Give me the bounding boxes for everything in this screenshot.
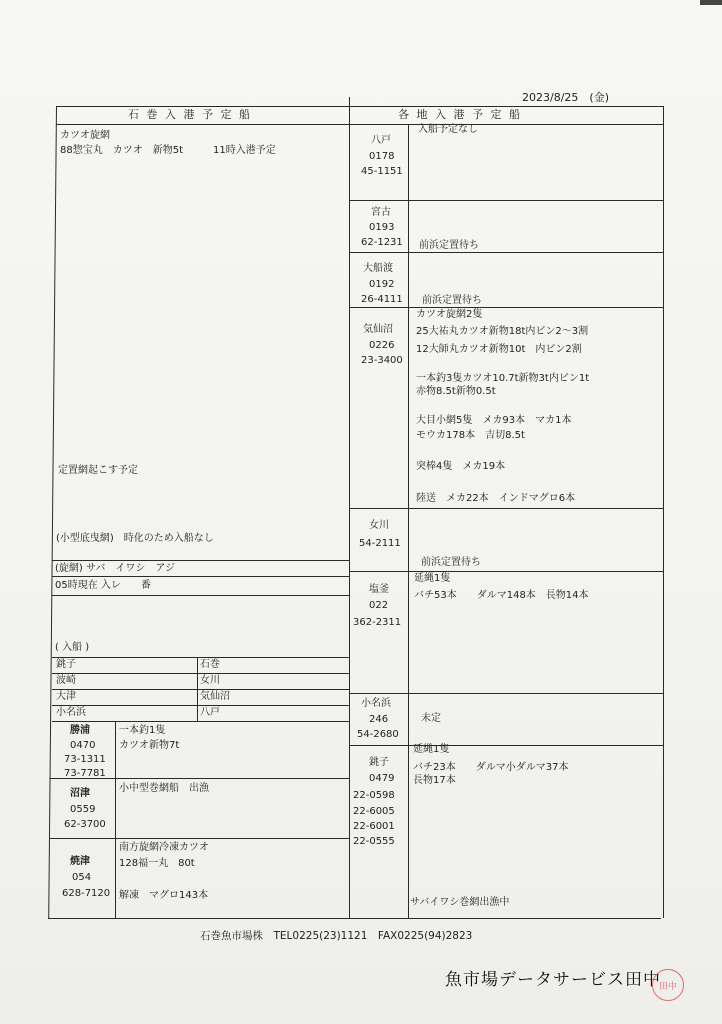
port-choshi-note-1: バチ23本 ダルマ小ダルマ37本 — [413, 762, 569, 773]
right-header: 各 地 入 港 予 定 船 — [398, 108, 522, 121]
port-choshi-tel-0: 0479 — [369, 773, 395, 784]
port-shiogama-note-0: 延縄1隻 — [414, 573, 451, 584]
port-kesennuma-name: 気仙沼 — [363, 324, 393, 335]
grid-right-3: 八戸 — [200, 707, 220, 718]
port-miyako-tel-0: 0193 — [369, 222, 395, 233]
port-choshi-tel-1: 22-0598 — [353, 790, 395, 801]
header-divider — [56, 124, 664, 125]
port-katsuura-note-0: 一本釣1隻 — [119, 725, 166, 736]
report-date: 2023/8/25 (金) — [522, 91, 609, 104]
port-ofunato-tel-0: 0192 — [369, 279, 395, 290]
photo-edge — [700, 0, 722, 5]
right-rule-7 — [349, 745, 664, 746]
port-ofunato-name: 大船渡 — [363, 263, 393, 274]
port-choshi-tel-3: 22-6001 — [353, 821, 395, 832]
port-onagawa-name: 女川 — [369, 520, 389, 531]
grid-divider — [197, 657, 198, 721]
grid-rule-1 — [52, 673, 350, 674]
left-rule-2 — [52, 576, 350, 577]
ishinomaki-category: カツオ旋網 — [60, 130, 110, 141]
grid-rule-0 — [52, 657, 350, 658]
grid-right-2: 気仙沼 — [200, 691, 230, 702]
port-choshi-note-2: 長物17本 — [413, 775, 456, 786]
port-katsuura-note-1: カツオ新物7t — [119, 740, 180, 751]
port-choshi-note-3: サバイワシ巻網出漁中 — [410, 897, 510, 908]
port-kesennuma-note-2: 12大師丸カツオ新物10t 内ビン2割 — [416, 344, 582, 355]
port-hachinohe-tel-1: 45-1151 — [361, 166, 403, 177]
right-rule-2 — [349, 252, 664, 253]
port-katsuura-tel-1: 73-1311 — [64, 754, 106, 765]
port-ofunato-note-0: 前浜定置待ち — [422, 295, 482, 306]
port-katsuura-tel-2: 73-7781 — [64, 768, 106, 779]
grid-left-1: 波崎 — [56, 675, 76, 686]
grid-left-2: 大津 — [56, 691, 76, 702]
port-hachinohe-name: 八戸 — [371, 135, 391, 146]
port-kesennuma-note-5: 大目小網5隻 メカ93本 マカ1本 — [416, 415, 572, 426]
port-yaizu-name: 焼津 — [70, 856, 90, 867]
port-shiogama-note-1: バチ53本 ダルマ148本 長物14本 — [414, 590, 589, 601]
port-katsuura-name: 勝浦 — [70, 725, 90, 736]
right-rule-6 — [349, 693, 664, 694]
grid-right-1: 女川 — [200, 675, 220, 686]
port-column-divider — [408, 124, 409, 918]
port-shiogama-name: 塩釜 — [369, 584, 389, 595]
port-kesennuma-note-0: カツオ旋網2隻 — [416, 309, 483, 320]
kogata-note: (小型底曳網) 時化のため入船なし — [56, 533, 214, 544]
left-rule-3 — [52, 595, 350, 596]
right-rule-5 — [349, 571, 664, 572]
name-seal-stamp: 田中 — [652, 969, 684, 1001]
port-miyako-tel-1: 62-1231 — [361, 237, 403, 248]
right-rule-1 — [349, 200, 664, 201]
port-yaizu-tel-0: 054 — [72, 872, 92, 883]
port-miyako-note-0: 前浜定置待ち — [419, 240, 479, 251]
grid-rule-3 — [52, 705, 350, 706]
port-hachinohe-tel-0: 0178 — [369, 151, 395, 162]
left-port-rule-2 — [50, 838, 350, 839]
grid-left-0: 銚子 — [56, 659, 76, 670]
port-kesennuma-note-1: 25大祐丸カツオ新物18t内ビン2〜3割 — [416, 326, 589, 337]
port-choshi-name: 銚子 — [369, 757, 389, 768]
grid-right-0: 石巻 — [200, 659, 220, 670]
port-yaizu-note-2: 解凍 マグロ143本 — [119, 890, 209, 901]
frame-top — [56, 106, 664, 107]
port-choshi-note-0: 延縄1隻 — [413, 744, 450, 755]
port-onagawa-note-0: 前浜定置待ち — [421, 557, 481, 568]
genzai-note: 05時現在 入レ 番 — [55, 580, 151, 591]
port-kesennuma-tel-0: 0226 — [369, 340, 395, 351]
frame-left — [48, 106, 57, 918]
port-numazu-name: 沼津 — [70, 788, 90, 799]
right-rule-4 — [349, 508, 664, 509]
port-shiogama-tel-1: 362-2311 — [353, 617, 402, 628]
port-ofunato-tel-1: 26-4111 — [361, 294, 403, 305]
grid-left-3: 小名浜 — [56, 707, 86, 718]
port-numazu-tel-0: 0559 — [70, 804, 96, 815]
port-kesennuma-tel-1: 23-3400 — [361, 355, 403, 366]
port-onahama-tel-0: 246 — [369, 714, 389, 725]
port-yaizu-note-0: 南方旋網冷凍カツオ — [119, 842, 209, 853]
teichi-note: 定置網起こす予定 — [58, 465, 138, 476]
port-numazu-tel-1: 62-3700 — [64, 819, 106, 830]
left-port-col-divider — [115, 721, 116, 918]
frame-right — [663, 106, 664, 918]
port-kesennuma-note-6: モウカ178本 吉切8.5t — [416, 430, 525, 441]
port-onahama-note-0: 未定 — [421, 713, 441, 724]
ishinomaki-vessel-line: 88惣宝丸 カツオ 新物5t 11時入港予定 — [60, 145, 276, 156]
footer-contact: 石巻魚市場株 TEL0225(23)1121 FAX0225(94)2823 — [200, 930, 473, 942]
port-miyako-name: 宮古 — [371, 207, 391, 218]
frame-bottom — [48, 918, 661, 919]
signature-handwriting: 魚市場データサービス田中 — [445, 970, 661, 990]
port-yaizu-note-1: 128福一丸 80t — [119, 858, 195, 869]
port-choshi-tel-2: 22-6005 — [353, 806, 395, 817]
port-numazu-note-0: 小中型巻網船 出漁 — [119, 783, 209, 794]
port-hachinohe-note-0: 入船予定なし — [418, 124, 478, 135]
port-kesennuma-note-7: 突棒4隻 メカ19本 — [416, 461, 506, 472]
port-onahama-name: 小名浜 — [361, 698, 391, 709]
port-onahama-tel-1: 54-2680 — [357, 729, 399, 740]
left-header: 石 巻 入 港 予 定 船 — [128, 108, 252, 121]
port-onagawa-tel-0: 54-2111 — [359, 538, 401, 549]
port-katsuura-tel-0: 0470 — [70, 740, 96, 751]
left-rule-1 — [52, 560, 350, 561]
port-kesennuma-note-4: 赤物8.5t新物0.5t — [416, 386, 496, 397]
grid-rule-2 — [52, 689, 350, 690]
nyusen-label: ( 入船 ) — [55, 642, 90, 653]
port-choshi-tel-4: 22-0555 — [353, 836, 395, 847]
right-rule-3 — [349, 307, 664, 308]
port-yaizu-tel-1: 628-7120 — [62, 888, 111, 899]
port-kesennuma-note-3: 一本釣3隻カツオ10.7t新物3t内ビン1t — [416, 373, 590, 384]
senmo-note: (旋網) サバ イワシ アジ — [55, 563, 175, 574]
grid-rule-4 — [52, 721, 350, 722]
port-kesennuma-note-8: 陸送 メカ22本 インドマグロ6本 — [416, 493, 576, 504]
port-shiogama-tel-0: 022 — [369, 600, 389, 611]
